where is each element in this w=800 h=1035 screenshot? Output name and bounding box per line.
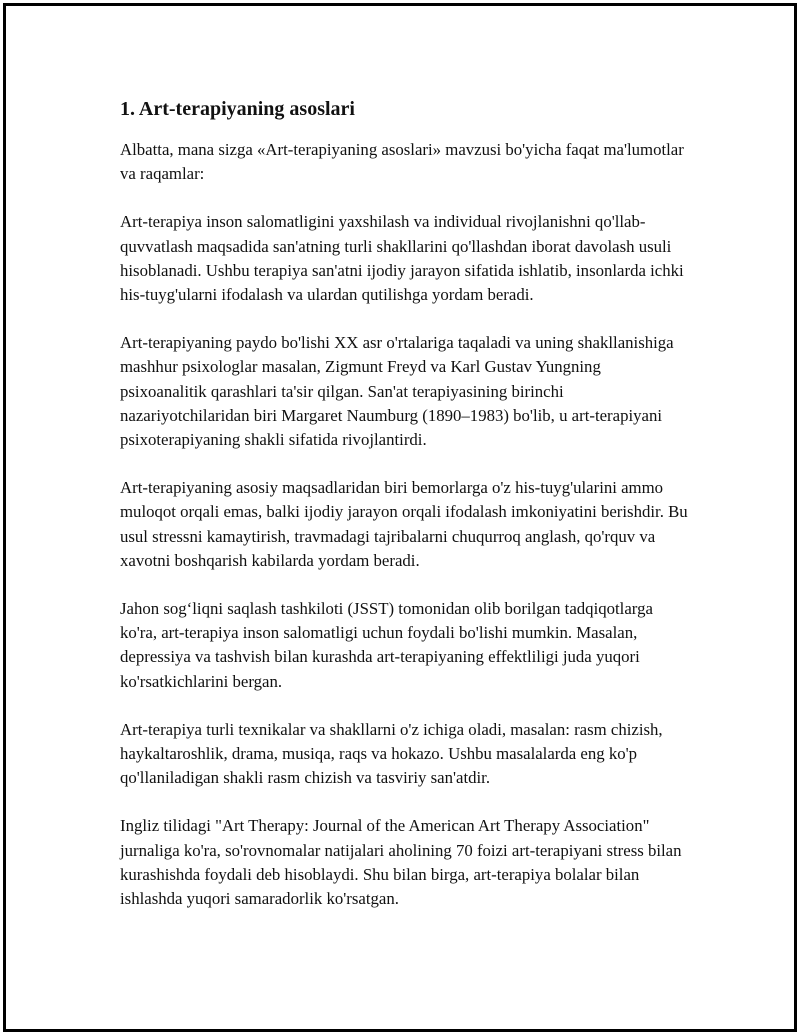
research-paragraph: Jahon sog‘liqni saqlash tashkiloti (JSST) tomonidan olib borilgan tadqiqotlarga ko'ra, art-terapiya inson salomatligi uchun foydali bo'lishi mumkin. Masalan, depressiya va tashvish bilan kurashda art-terapiyaning effektliligi juda yuqori ko'rsatkichlarini bergan. bbox=[120, 599, 653, 691]
intro-paragraph: Albatta, mana sizga «Art-terapiyaning asoslari» mavzusi bo'yicha faqat ma'lumotlar va raqamlar: bbox=[120, 140, 684, 184]
document-page bbox=[3, 3, 797, 1032]
history-paragraph: Art-terapiyaning paydo bo'lishi XX asr o'rtalariga taqaladi va uning shakllanishiga mashhur psixologlar masalan, Zigmunt Freyd va Karl Gustav Yungning psixoanalitik qarashlari ta'sir qilgan. San'at terapiyasining birinchi nazariyotchilaridan biri Margaret Naumburg (1890–1983) bo'lib, u art-terapiyani psixoterapiyaning shakli sifatida rivojlantirdi. bbox=[120, 333, 674, 450]
goals-paragraph: Art-terapiyaning asosiy maqsadlaridan biri bemorlarga o'z his-tuyg'ularini ammo muloqot orqali emas, balki ijodiy jarayon orqali ifodalash imkoniyatini berishdir. Bu usul stressni kamaytirish, travmadagi tajribalarni chuqurroq anglash, qo'rquv va xavotni boshqarish kabilarda yordam beradi. bbox=[120, 478, 688, 570]
document-content bbox=[120, 94, 690, 935]
definition-paragraph: Art-terapiya inson salomatligini yaxshilash va individual rivojlanishni qo'llab-quvvatlash maqsadida san'atning turli shakllarini qo'llashdan iborat davolash usuli hisoblanadi. Ushbu terapiya san'atni ijodiy jarayon sifatida ishlatib, insonlarda ichki his-tuyg'ularni ifodalash va ulardan qutilishga yordam beradi. bbox=[120, 212, 684, 305]
section-heading: 1. Art-terapiyaning asoslari bbox=[120, 98, 355, 120]
techniques-paragraph: Art-terapiya turli texnikalar va shakllarni o'z ichiga oladi, masalan: rasm chizish, haykaltaroshlik, drama, musiqa, raqs va hokazo. Ushbu masalalarda eng ko'p qo'llaniladigan shakli rasm chizish va tasviriy san'atdir. bbox=[120, 719, 663, 788]
statistics-paragraph: Ingliz tilidagi "Art Therapy: Journal of the American Art Therapy Association" jurnaliga ko'ra, so'rovnomalar natijalari aholining 70 foizi art-terapiyani stress bilan kurashishda foydali deb hisoblaydi. Shu bilan birga, art-terapiya bolalar bilan ishlashda yuqori samaradorlik ko'rsatgan. bbox=[120, 816, 682, 909]
